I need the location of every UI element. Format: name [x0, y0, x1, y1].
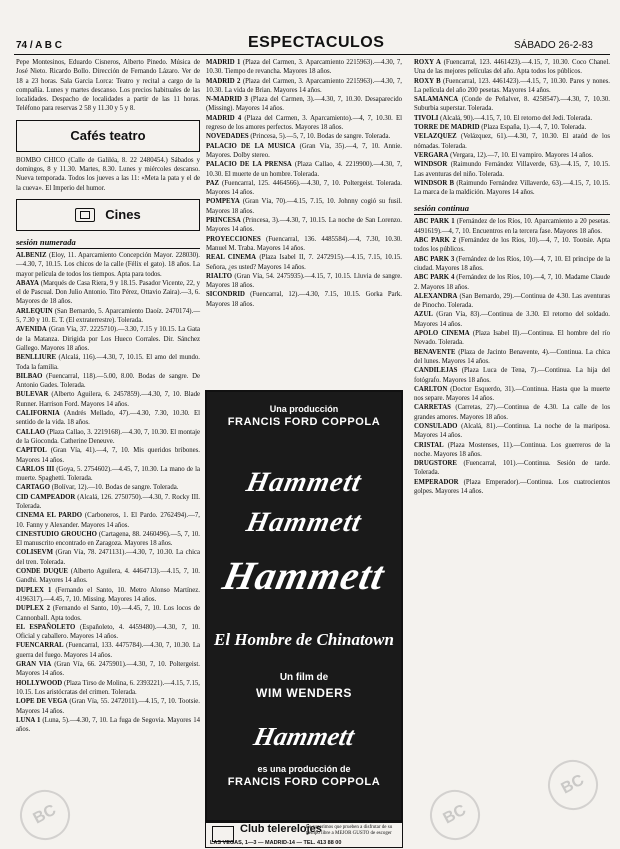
- cinema-name: MADRID 1: [206, 59, 241, 66]
- cinema-name: WINDSOR B: [414, 179, 455, 187]
- listing-item: [414, 273, 610, 292]
- cines-title: Cines: [105, 207, 141, 223]
- listing-item: [16, 446, 200, 465]
- cinema-name: ABC PARK 4: [414, 274, 455, 282]
- column-right: [414, 58, 610, 496]
- cinema-details: (Plaza Isabel II).—Continua. El hombre del río Nevado. Tolerada.: [414, 330, 610, 347]
- cinema-details: (Goya, 5. 2754602).—4.45, 7, 10.30. La mano de la muerte. Spaghetti. Tolerada.: [16, 465, 200, 483]
- cinema-name: CID CAMPEADOR: [16, 493, 76, 501]
- cinema-details: (Plaza Callao, 3. 2219168).—4.30, 7, 10.30. El montaje de la Gioconda. Catherine Deneuve.: [16, 428, 200, 445]
- cinema-details: (Plaza Callao, 4. 2219900).—4.30, 7, 10.30. El muerte de un hombre. Tolerada.: [206, 161, 402, 178]
- cinema-name: ARLEQUIN: [16, 307, 53, 315]
- cines-heading: [16, 199, 200, 231]
- listing-item: [414, 132, 610, 151]
- cinema-name: ROXY B: [414, 77, 441, 85]
- cinema-name: ROXY A: [414, 59, 441, 66]
- cinema-name: ABAYA: [16, 279, 39, 287]
- club-text: Le sugerimos que prueben a disfrutar de su tiempo libre a MEJOR GUSTO de escoger: [306, 825, 393, 836]
- header-rule: [14, 54, 610, 55]
- cinema-name: REAL CINEMA: [206, 254, 257, 262]
- cinema-name: PRINCESA: [206, 217, 241, 225]
- listing-item: [206, 216, 402, 235]
- cinema-details: (Alcalá, 116).—4.30, 7, 10.15. El amo del mundo. Toda la familia.: [16, 354, 200, 371]
- cinema-details: (Velázquez, 61).—4.30, 7, 10.30. El ataúd de los nómadas. Tolerada.: [414, 133, 610, 150]
- cinema-details: (Gran Vía, 41).—4, 7, 10. Mis queridos bribones. Mayores 14 años.: [16, 447, 200, 464]
- ad-production-line-2: es una producción de: [257, 764, 351, 774]
- cinema-name: MADRID 4: [206, 114, 242, 122]
- sesion-continua-heading: sesión continua: [414, 203, 610, 215]
- listing-item: [16, 353, 200, 372]
- cinema-details: (Gran Vía, 54. 2475935).—4.15, 7, 10.15. Lluvia de sangre. Mayores 18 años.: [206, 272, 402, 290]
- cinema-name: TORRE DE MADRID: [414, 124, 480, 132]
- listing-item: [16, 409, 200, 428]
- cinema-name: PALACIO DE LA MUSICA: [206, 142, 296, 150]
- cinema-name: WINDSOR: [414, 161, 448, 169]
- cinema-details: (Gran Vía, 66. 2475901).—4.30, 7, 10. Poltergeist. Mayores 14 años.: [16, 661, 200, 678]
- listing-item: [414, 179, 610, 198]
- cinema-name: CRISTAL: [414, 441, 444, 449]
- cinema-details: (Luna, 5).—4.30, 7, 10. La fuga de Segovia. Mayores 14 años.: [16, 716, 201, 734]
- cinema-name: LOPE DE VEGA: [16, 698, 68, 706]
- cinema-name: ABC PARK 3: [414, 255, 455, 263]
- cinema-details: (Fernando el Santo, 10. Metro Alonso Martínez. 4196317).—4.45, 7, 10. Missing. Mayores 14 años.: [16, 586, 201, 603]
- listing-item: [414, 366, 610, 385]
- listing-item: [206, 160, 402, 179]
- listing-item: [206, 179, 402, 198]
- cinema-name: SALAMANCA: [414, 96, 459, 104]
- cinema-name: DRUGSTORE: [414, 460, 457, 468]
- cinema-name: APOLO CINEMA: [414, 330, 470, 338]
- listing-item: [414, 217, 610, 236]
- listing-item: [16, 251, 200, 279]
- cinema-details: (Gran Vía, 83).—Continua de 3.30. El retorno del soldado. Mayores 14 años.: [414, 311, 611, 328]
- cinema-name: BULEVAR: [16, 391, 49, 399]
- cinema-name: BENAVENTE: [414, 348, 456, 356]
- ad-title-1: Hammett: [243, 467, 365, 498]
- cinema-details: (Fuencarral, 133. 4475784).—4.30, 7, 10.30. La guerra del fuego. Mayores 14 años.: [16, 642, 200, 659]
- listing-item: [16, 548, 200, 567]
- cinema-details: (Plaza del Carmen, 3. Aparcamiento 2215963).—4.30, 7, 10.30. La vida de Brian. Mayores 14 años.: [206, 77, 402, 94]
- ad-title-2: Hammett: [243, 507, 365, 538]
- cinema-details: (Plaza España, 1).—4, 7, 10. Tolerada.: [481, 124, 587, 132]
- listing-item: [16, 325, 200, 353]
- cinema-details: (Vergara, 12).—7, 10. El vampiro. Mayores 14 años.: [450, 151, 594, 159]
- club-advertisement: [205, 822, 403, 848]
- cinema-details: (Plaza del Carmen, 3).—4.30, 7, 10.30. Desaparecido (Missing). Mayores 14 años.: [206, 96, 403, 113]
- listing-item: [206, 95, 402, 114]
- listing-item: [414, 160, 610, 179]
- cinema-details: (Plaza Isabel II, 7. 2472915).—4.15, 7.15, 10.15. Señora, ¿es usted? Mayores 14 años.: [206, 254, 403, 271]
- listing-item: [414, 422, 610, 441]
- cinema-details: (Carboneros, 1. El Pardo. 2762494).—7, 10. Fanny y Alexander. Mayores 14 años.: [16, 512, 200, 529]
- watermark-stamp-icon: BC: [539, 751, 607, 819]
- listing-item: [16, 530, 200, 549]
- listing-item: [206, 58, 402, 77]
- listing-item: [16, 279, 200, 307]
- listing-item: [16, 679, 200, 698]
- cinema-details: (Fuencarral, 118).—5.00, 8.00. Bodas de sangre. De Antonio Gades. Tolerada.: [16, 372, 200, 390]
- listing-item: [16, 307, 200, 326]
- cinema-name: PALACIO DE LA PRENSA: [206, 161, 292, 169]
- cinema-details: (Conde de Peñalver, 8. 4258547).—4.30, 7, 10.30. Suburbia superstar. Tolerada.: [414, 96, 611, 113]
- column-middle: [206, 58, 402, 309]
- cinema-name: CINESTUDIO GROUCHO: [16, 530, 97, 538]
- listing-item: [16, 623, 200, 642]
- cinema-name: BILBAO: [16, 372, 43, 380]
- cinema-name: DUPLEX 1: [16, 586, 52, 594]
- cinema-details: (Plaza del Carmen, 3. Aparcamiento).—4, 7, 10.30. El regreso de los amores perfectos. Mayores 18 años.: [206, 114, 403, 132]
- listing-item: [414, 441, 610, 460]
- cinema-name: CANDILEJAS: [414, 367, 458, 375]
- listing-item: [414, 478, 610, 497]
- watermark-stamp-icon: BC: [11, 781, 79, 849]
- cinema-details: (Fernández de los Ríos, 10).—4, 7, 10. Tootsie. Apta todos los públicos.: [414, 237, 611, 254]
- cinema-details: (Gran Vía, 55. 2472011).—4.15, 7, 10. Tootsie. Mayores 14 años.: [16, 698, 200, 715]
- listing-item: [414, 459, 610, 478]
- listing-item: [414, 114, 610, 123]
- column-left: [16, 58, 200, 734]
- cinema-name: EMPERADOR: [414, 478, 459, 486]
- cinema-details: (Eloy, 11. Aparcamiento Concepción Mayor. 228030).—4.30, 7, 10.15. Los chicos de la calle (Félix el gato). 18 años. La mayor película de todos los tiempos. Apta para todos.: [16, 251, 201, 278]
- cinema-name: CARLOS III: [16, 465, 55, 473]
- cinema-name: EL ESPAÑOLETO: [16, 623, 76, 631]
- listing-item: [16, 716, 200, 735]
- watermark-stamp-icon: BC: [421, 781, 489, 849]
- listing-item: [16, 697, 200, 716]
- listing-item: [414, 58, 610, 77]
- cinema-name: COLISEVM: [16, 549, 54, 557]
- cinema-details: (Bolívar, 12).—10. Bodas de sangre. Tolerada.: [51, 484, 179, 492]
- page-header: [0, 0, 620, 52]
- cinema-name: CAPITOL: [16, 447, 47, 455]
- cinema-name: CALLAO: [16, 428, 46, 436]
- cinema-details: (Españoleto, 4. 4459480).—4.30, 7, 10. Oficial y caballero. Mayores 14 años.: [16, 623, 200, 641]
- cinema-name: VERGARA: [414, 151, 449, 159]
- cinema-details: (Alcalá, 81).—Continua. La noche de la mariposa. Mayores 14 años.: [414, 422, 610, 440]
- cinema-details: (Fuencarral, 101).—Continua. Sesión de tarde. Tolerada.: [414, 460, 610, 477]
- intro-paragraph: Pepe Montesinos, Eduardo Cisneros, Alberto Pinedo. Música de José Nieto. Ricardo Bollo. Dirección de Fernando Lázaro. Ver de 18 a 23 horas. Sala Garcia Lorca: Teatro y recital a cargo de la compañía. Lunes y martes descanso. Los precios habituales de las localidades. Despacho de localidades a partir de las 11 horas. Teléfono para reservas 2 58 y 11.30 y 5 y 8.: [16, 59, 200, 113]
- cinema-details: (Fernando el Santo, 10).—4.45, 7, 10. Los locos de Cannonball. Apta todos.: [16, 605, 201, 622]
- listing-item: [206, 114, 402, 133]
- cinema-listings-col1: [16, 251, 200, 734]
- cinema-name: CINEMA EL PARDO: [16, 512, 83, 520]
- cinema-name: SICONDRID: [206, 291, 245, 299]
- listing-item: [414, 77, 610, 96]
- cinema-name: FUENCARRAL: [16, 642, 64, 650]
- cinema-details: (Raimundo Fernández Villaverde, 63).—4.15, 7, 10.15. La marca de la maldición. Mayores 14 años.: [414, 179, 611, 197]
- cinema-name: VELAZQUEZ: [414, 133, 457, 141]
- listing-item: [16, 511, 200, 530]
- listing-item: [16, 390, 200, 409]
- listing-item: [16, 465, 200, 484]
- cinema-details: (Plaza del Carmen, 3. Aparcamiento 2215963).—4.30, 7, 10.30. Tiempo de revancha. Mayores 18 años.: [206, 59, 402, 76]
- listing-item: [206, 235, 402, 254]
- cinema-details: (Plaza Mostenses, 11).—Continua. Los guerreros de la noche. Mayores 18 años.: [414, 441, 611, 458]
- cinema-name: LUNA 1: [16, 716, 41, 724]
- ad-title-3: Hammett: [219, 553, 389, 598]
- cinema-details: (Plaza Emperador).—Continua. Los cuatrocientos golpes. Mayores 14 años.: [414, 478, 610, 496]
- cinema-details: (San Bernardo, 29).—Continua de 4.30. Las aventuras de Pinocho. Tolerada.: [414, 292, 610, 310]
- cinema-name: BENLLIURE: [16, 354, 57, 362]
- cinema-details: (Fuencarral, 12).—4.30, 7.15, 10.15. Gorka Park. Mayores 18 años.: [206, 291, 402, 308]
- cinema-name: N-MADRID 3: [206, 96, 248, 104]
- cinema-details: (Fuencarral, 125. 4464566).—4.30, 7, 10. Poltergeist. Tolerada. Mayores 14 años.: [206, 179, 403, 197]
- cinema-details: (Gran Vía, 70).—4.15, 7.15, 10. Johnny cogió su fusil. Mayores 18 años.: [206, 198, 403, 215]
- cinema-name: CONSULADO: [414, 422, 458, 430]
- section-title: ESPECTACULOS: [248, 34, 385, 51]
- cinema-name: AZUL: [414, 311, 433, 319]
- cafes-teatro-heading: [16, 120, 200, 152]
- cinema-name: ALEXANDRA: [414, 292, 458, 300]
- listing-item: [414, 255, 610, 274]
- cinema-name: CALIFORNIA: [16, 410, 60, 418]
- cinema-details: (Doctor Esquerdo, 31).—Continua. Hasta que la muerte nos separe. Mayores 14 años.: [414, 385, 610, 403]
- cinema-name: ABC PARK 2: [414, 237, 456, 245]
- listing-item: [16, 660, 200, 679]
- ad-film-by: Un film de: [279, 672, 329, 683]
- cinema-details: (Fuencarral, 123. 4461423).—4.15, 7, 10.30. Pares y nones. La película del año 200 pesetas. Mayores 14 años.: [414, 77, 610, 94]
- listing-item: [414, 348, 610, 367]
- listing-item: [414, 385, 610, 404]
- cinema-details: (Gran Vía, 35).—4, 7, 10. Annie. Mayores. Dolby stereo.: [206, 142, 402, 159]
- cinema-name: ALBENIZ: [16, 251, 47, 259]
- cinema-details: (Gran Vía, 78. 2471131).—4.30, 7, 10.30. La chica del tren. Tolerada.: [16, 549, 200, 566]
- cinema-name: DUPLEX 2: [16, 605, 51, 613]
- cinema-name: AVENIDA: [16, 326, 47, 334]
- listing-item: [16, 641, 200, 660]
- cinema-details: (Raimundo Fernández Villaverde, 63).—4.15, 7, 10.15. Las aventuras del niño. Tolerada.: [414, 161, 610, 178]
- sesion-numerada-heading: sesión numerada: [16, 237, 200, 249]
- ad-director: WIM WENDERS: [256, 686, 352, 700]
- hammett-film-advertisement: [205, 390, 403, 822]
- cinema-name: CONDE DUQUE: [16, 568, 68, 576]
- cinema-name: HOLLYWOOD: [16, 679, 63, 687]
- cinema-details: (Fuencarral, 123. 4461423).—4.15, 7, 10.30. Coco Chanel. Una de las mejores películas del año. Apta todos los públicos.: [414, 59, 610, 76]
- cinema-name: CARLTON: [414, 385, 448, 393]
- film-projector-icon: [75, 208, 95, 222]
- cinema-details: (Princesa, 5).—5, 7, 10. Bodas de sangre. Tolerada.: [250, 133, 391, 141]
- issue-date: SÁBADO 26-2-83: [514, 40, 593, 51]
- cinema-name: RIALTO: [206, 272, 233, 280]
- cinema-name: CARRETAS: [414, 404, 451, 412]
- listing-item: [16, 372, 200, 391]
- cinema-details: (Fernández de los Ríos, 10. Aparcamiento a 20 pesetas. 4491619).—4, 7, 10. Encuentros en la tercera fase. Mayores 18 años.: [414, 218, 610, 235]
- ad-subtitle: El Hombre de Chinatown: [214, 630, 394, 649]
- listing-item: [206, 197, 402, 216]
- ad-producer: FRANCIS FORD COPPOLA: [227, 416, 381, 428]
- cinema-details: (Marqués de Casa Riera, 9 y 18.15. Pasador Vicente, 22, y el de Pascual. Don Julio Antonio. Tito Pérez, Ottavio Zaira).—3, 6. Mayores de 18 años.: [16, 279, 201, 306]
- cinema-details: (Princesa, 3).—4.30, 7, 10.15. La noche de San Lorenzo. Mayores 14 años.: [206, 217, 402, 234]
- ad-producer-2: FRANCIS FORD COPPOLA: [227, 776, 381, 788]
- cinema-details: (San Bernardo, 5. Aparcamiento Daoíz. 2470174).—5, 7.30 y 10. E. T. (El extraterrestre). Tolerada.: [16, 307, 201, 325]
- ad-production-line: Una producción: [269, 404, 339, 414]
- listing-item: [206, 272, 402, 291]
- listing-item: [206, 142, 402, 161]
- listing-item: [16, 586, 200, 605]
- listing-item: [206, 132, 402, 141]
- cinema-details: (Fuencarral, 136. 4485584).—4, 7.30, 10.30. Manuel M. Traba. Mayores 14 años.: [206, 235, 402, 252]
- cinema-details: (Alcalá, 90).—4.15, 7, 10. El retorno del Jedi. Tolerada.: [440, 114, 593, 122]
- listing-item: [16, 428, 200, 447]
- listing-item: [16, 483, 200, 492]
- listing-item: [16, 493, 200, 512]
- cinema-details: (Gran Vía, 37. 2225710).—3.30, 7.15 y 10.15. La Gata de la Matanza. Dirigida por Los Hueco Corrales. Dir. Sánchez Gallego. Mayores 18 años.: [16, 326, 200, 352]
- ad-title-4: Hammett: [251, 722, 358, 751]
- cafes-title: Cafés teatro: [70, 128, 146, 144]
- listing-item: [414, 310, 610, 329]
- listing-item: [414, 329, 610, 348]
- cinema-details: (Fernández de los Ríos, 10).—4, 7, 10. Madame Claude 2. Mayores 18 años.: [414, 274, 610, 291]
- cinema-details: (Cartagena, 88. 2460496).—5, 7, 10. El manuscrito encontrado en Zaragoza. Mayores 18 años.: [16, 530, 200, 548]
- cinema-name: PROYECCIONES: [206, 235, 261, 243]
- listing-item: [16, 567, 200, 586]
- cinema-name: POMPEYA: [206, 198, 240, 206]
- cinema-details: (Plaza de Jacinto Benavente, 4).—Continua. La chica del lunes. Mayores 14 años.: [414, 348, 610, 365]
- cinema-details: (Alberto Aguilera, 4. 4464713).—4.15, 7, 10. Gandhi. Mayores 14 años.: [16, 568, 201, 585]
- club-name: Club telerelojes: [240, 823, 322, 835]
- cinema-details: (Fernández de los Ríos, 10).—4, 7, 10. El príncipe de la ciudad. Mayores 18 años.: [414, 255, 610, 272]
- listing-item: [414, 236, 610, 255]
- cinema-details: (Carretas, 27).—Continua de 4.30. La calle de los grandes amores. Mayores 18 años.: [414, 404, 610, 421]
- listing-item: [16, 604, 200, 623]
- cinema-details: (Plaza Tirso de Molina, 6. 2393221).—4.15, 7.15, 10.15. Los aristócratas del crimen. Tolerada.: [16, 679, 200, 696]
- cinema-details: (Andrés Mellado, 47).—4.30, 7.30, 10.30. El sentido de la vida. 18 años.: [16, 410, 200, 427]
- page-number: 74 / A B C: [16, 40, 62, 51]
- club-address: LAS VEGAS, 1—3 — MADRID-14 — TEL. 413 88 00: [210, 840, 342, 846]
- cinema-name: CARTAGO: [16, 484, 50, 492]
- listing-item: [414, 123, 610, 132]
- listing-item: [206, 290, 402, 309]
- listing-item: [206, 253, 402, 272]
- cinema-details: (Alcalá, 126. 2750750).—4.30, 7. Rocky III. Tolerada.: [16, 493, 200, 510]
- cinema-name: GRAN VIA: [16, 661, 52, 669]
- listing-item: [414, 403, 610, 422]
- cinema-details: (Alberto Aguilera, 6. 2457859).—4.30, 7, 10. Blade Runner. Harrison Ford. Mayores 14 años.: [16, 391, 201, 408]
- cinema-details: (Plaza Luca de Tena, 7).—Continua. La hija del fotógrafo. Mayores 18 años.: [414, 367, 610, 384]
- cinema-name: PAZ: [206, 179, 220, 187]
- cinema-name: ABC PARK 1: [414, 218, 455, 226]
- listing-item: [414, 95, 610, 114]
- listing-item: [206, 77, 402, 96]
- cafes-listing: BOMBO CHICO (Calle de Galiléa, 8. 22 2480454.) Sábados y domingos, 8 y 11.30. Martes, 8.30. Lunes y miércoles descanso. Nueva temporada. Todos los jueves a las 11: «Meta la pata y el de la cueva». El Imperio del humor.: [16, 156, 200, 192]
- listing-item: [414, 292, 610, 311]
- cinema-name: TIVOLI: [414, 114, 439, 122]
- listing-item: [414, 151, 610, 160]
- cinema-name: NOVEDADES: [206, 133, 249, 141]
- cinema-name: MADRID 2: [206, 77, 241, 85]
